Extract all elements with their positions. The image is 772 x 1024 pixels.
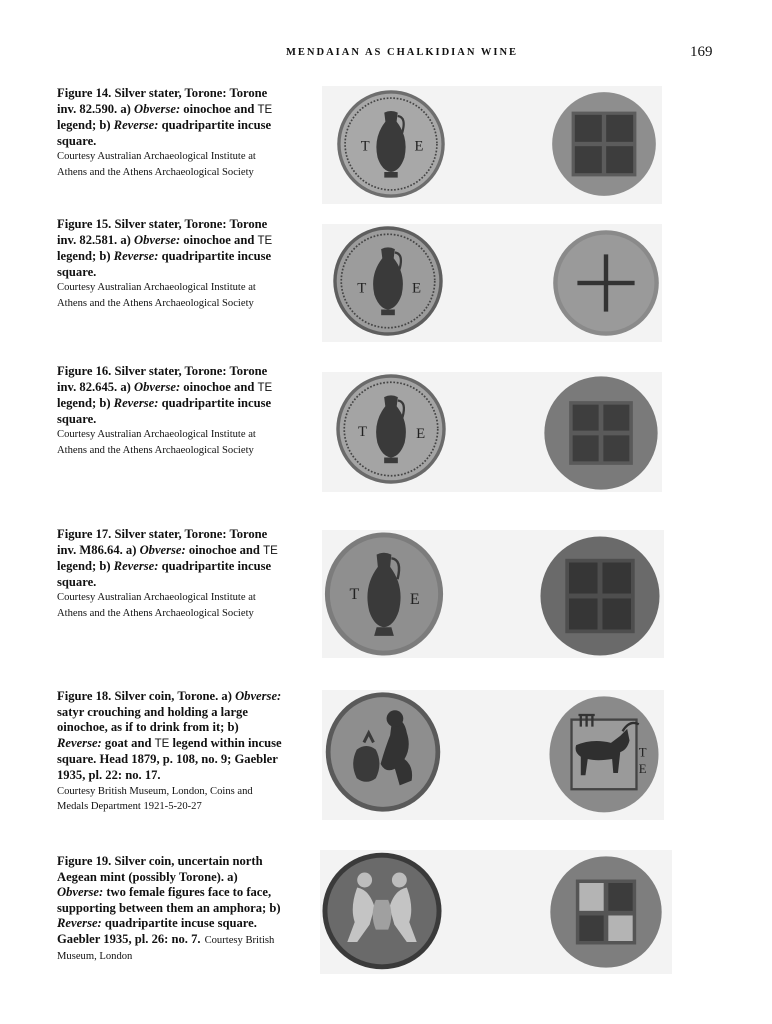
figure-18-caption: [57, 689, 283, 814]
svg-text:Ε: Ε: [414, 138, 424, 155]
svg-text:Ε: Ε: [409, 590, 420, 608]
figure-18-credit: Courtesy British Museum, London, Coins and Medals Department 1921-5-20-27: [57, 785, 253, 812]
figure-18-title: Figure 18. Silver coin, Torone. a) Obverse: satyr crouching and holding a large oinochoe, as if to drink from it; b) Reverse: goat and TE legend within incuse square. Head 1879, p. 108, no. 9; Gaebler 1935, pl. 22: no. 17.: [57, 689, 282, 782]
figure-15-obverse: [331, 224, 445, 338]
figure-15-credit: Courtesy Australian Archaeological Institute at Athens and the Athens Archaeological Society: [57, 282, 256, 309]
amphora-icon: [373, 900, 392, 930]
figure-17-credit: Courtesy Australian Archaeological Institute at Athens and the Athens Archaeological Society: [57, 592, 256, 619]
svg-text:T: T: [357, 423, 368, 440]
figure-16-reverse: [542, 374, 660, 492]
figure-14-reverse: [550, 90, 658, 198]
running-title: MENDAIAN AS CHALKIDIAN WINE: [286, 47, 519, 58]
figure-18-obverse: [323, 690, 443, 814]
svg-text:T: T: [360, 138, 370, 155]
svg-text:Ε: Ε: [416, 426, 426, 443]
figure-17-reverse: [538, 534, 662, 658]
running-head: [0, 44, 772, 63]
figure-19-title: Figure 19. Silver coin, uncertain north Aegean mint (possibly Torone). a) Obverse: two female figures face to face, supporting between them an amphora; b) Reverse: quadripartite incuse square. Gaebler 1935, pl. 26: no. 7.: [57, 854, 281, 946]
figure-19-credit: Courtesy British Museum, London: [57, 934, 275, 963]
figure-15-title: Figure 15. Silver stater, Torone: Torone inv. 82.581. a) Obverse: oinochoe and TE legend; b) Reverse: quadripartite incuse square.: [57, 217, 273, 279]
figure-18-reverse: [546, 694, 662, 816]
figure-17-caption: [57, 527, 283, 621]
oinochoe-icon: [353, 746, 379, 782]
figure-14-obverse: [335, 88, 447, 200]
figure-16-credit: Courtesy Australian Archaeological Institute at Athens and the Athens Archaeological Society: [57, 429, 256, 456]
figure-15-caption: [57, 217, 283, 311]
svg-text:T: T: [638, 745, 647, 760]
svg-text:Ε: Ε: [638, 761, 647, 776]
figure-14-title: Figure 14. Silver stater, Torone: Torone inv. 82.590. a) Obverse: oinochoe and TE legend; b) Reverse: quadripartite incuse square.: [57, 86, 273, 148]
figure-16-title: Figure 16. Silver stater, Torone: Torone inv. 82.645. a) Obverse: oinochoe and TE legend; b) Reverse: quadripartite incuse square.: [57, 364, 273, 426]
figure-16-obverse: [334, 372, 448, 486]
figure-19-reverse: [548, 854, 664, 970]
figure-14-credit: Courtesy Australian Archaeological Institute at Athens and the Athens Archaeological Society: [57, 151, 256, 178]
figure-15-reverse: [551, 228, 661, 338]
figure-14-caption: [57, 86, 283, 180]
figure-16-caption: [57, 364, 283, 458]
svg-text:T: T: [349, 585, 360, 603]
figure-19-obverse: [320, 850, 444, 972]
svg-text:T: T: [357, 280, 367, 297]
svg-text:Ε: Ε: [411, 280, 422, 297]
figure-17-title: Figure 17. Silver stater, Torone: Torone inv. M86.64. a) Obverse: oinochoe and TE legend; b) Reverse: quadripartite incuse square.: [57, 527, 278, 589]
figure-17-obverse: [322, 530, 446, 658]
figure-19-caption: [57, 854, 283, 965]
page-number: 169: [690, 44, 713, 60]
